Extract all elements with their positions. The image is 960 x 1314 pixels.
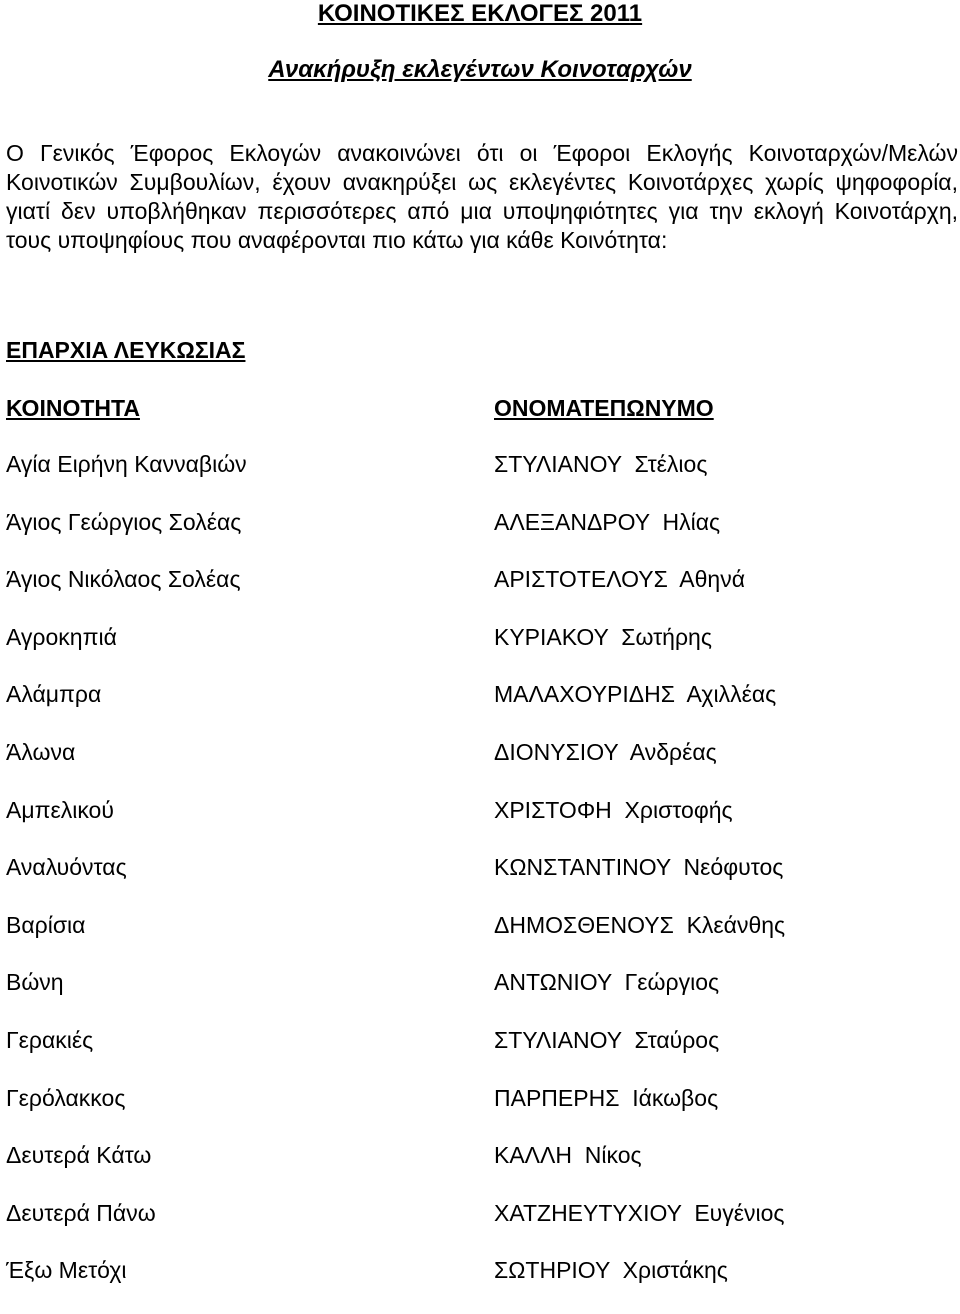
community-name: Δευτερά Κάτω: [6, 1142, 152, 1169]
column-header-community: ΚΟΙΝΟΤΗΤΑ: [6, 395, 140, 421]
elected-person-name: ΧΡΙΣΤΟΦΗ Χριστοφής: [494, 796, 733, 823]
elected-person-name: ΠΑΡΠΕΡΗΣ Ιάκωβος: [494, 1084, 719, 1111]
elected-person-name: ΚΥΡΙΑΚΟΥ Σωτήρης: [494, 623, 712, 650]
community-name: Άλωνα: [6, 738, 76, 765]
column-header-name: ΟΝΟΜΑΤΕΠΩΝΥΜΟ: [494, 395, 714, 421]
community-name: Βώνη: [6, 969, 64, 996]
elected-person-name: ΑΝΤΩΝΙΟΥ Γεώργιος: [494, 969, 720, 996]
elected-person-name: ΔΗΜΟΣΘΕΝΟΥΣ Κλεάνθης: [494, 911, 786, 938]
community-name: Γερόλακκος: [6, 1084, 126, 1111]
list-item: [0, 508, 960, 566]
community-name: Δευτερά Πάνω: [6, 1199, 156, 1226]
elected-person-name: ΜΑΛΑΧΟΥΡΙΔΗΣ Αχιλλέας: [494, 681, 777, 708]
page-subtitle: Ανακήρυξη εκλεγέντων Κοινοταρχών: [268, 56, 692, 83]
elected-person-name: ΣΩΤΗΡΙΟΥ Χριστάκης: [494, 1257, 728, 1284]
elected-person-name: ΚΑΛΛΗ Νίκος: [494, 1142, 642, 1169]
district-heading: ΕΠΑΡΧΙΑ ΛΕΥΚΩΣΙΑΣ: [6, 337, 246, 363]
list-item: [0, 853, 960, 911]
community-name: Αμπελικού: [6, 796, 114, 823]
community-name: Βαρίσια: [6, 911, 86, 938]
list-item: [0, 565, 960, 623]
list-item: [0, 1084, 960, 1142]
page-title: ΚΟΙΝΟΤΙΚΕΣ ΕΚΛΟΓΕΣ 2011: [317, 0, 643, 27]
list-item: [0, 911, 960, 969]
elected-person-name: ΧΑΤΖΗΕΥΤΥΧΙΟΥ Ευγένιος: [494, 1199, 785, 1226]
list-item: [0, 450, 960, 508]
community-name: Αναλυόντας: [6, 854, 127, 881]
elected-person-name: ΑΛΕΞΑΝΔΡΟΥ Ηλίας: [494, 508, 721, 535]
community-name: Έξω Μετόχι: [6, 1257, 127, 1284]
community-name: Αγροκηπιά: [6, 623, 117, 650]
list-item: [0, 623, 960, 681]
list-item: [0, 1141, 960, 1199]
elected-person-name: ΔΙΟΝΥΣΙΟΥ Ανδρέας: [494, 738, 717, 765]
list-item: [0, 1199, 960, 1257]
elected-person-name: ΑΡΙΣΤΟΤΕΛΟΥΣ Αθηνά: [494, 566, 746, 593]
elected-person-name: ΚΩΝΣΤΑΝΤΙΝΟΥ Νεόφυτος: [494, 854, 784, 881]
list-item: [0, 1026, 960, 1084]
community-name: Αγία Ειρήνη Κανναβιών: [6, 451, 247, 477]
elected-person-name: ΣΤΥΛΙΑΝΟΥ Στέλιος: [494, 451, 708, 477]
elected-person-name: ΣΤΥΛΙΑΝΟΥ Σταύρος: [494, 1026, 720, 1053]
list-item: [0, 680, 960, 738]
list-item: [0, 968, 960, 1026]
list-item: [0, 738, 960, 796]
community-name: Άγιος Γεώργιος Σολέας: [6, 508, 242, 535]
community-name: Αλάμπρα: [6, 681, 102, 708]
announcement-paragraph: Ο Γενικός Έφορος Εκλογών ανακοινώνει ότι οι Έφοροι Εκλογής Κοινοταρχών/Μελών Κοινοτικών Συμβουλίων, έχουν ανακηρύξει ως εκλεγέντες Κοινοτάρχες χωρίς ψηφοφορία, γιατί δεν υποβλήθηκαν περισσότερες από μια υποψηφιότητες για την εκλογή Κοινοτάρχη, τους υποψηφίους που αναφέρονται πιο κάτω για κάθε Κοινότητα:: [6, 140, 958, 253]
list-item: [0, 1256, 960, 1314]
list-item: [0, 796, 960, 854]
results-list: [0, 450, 960, 1314]
community-name: Άγιος Νικόλαος Σολέας: [6, 566, 241, 593]
community-name: Γερακιές: [6, 1026, 94, 1053]
